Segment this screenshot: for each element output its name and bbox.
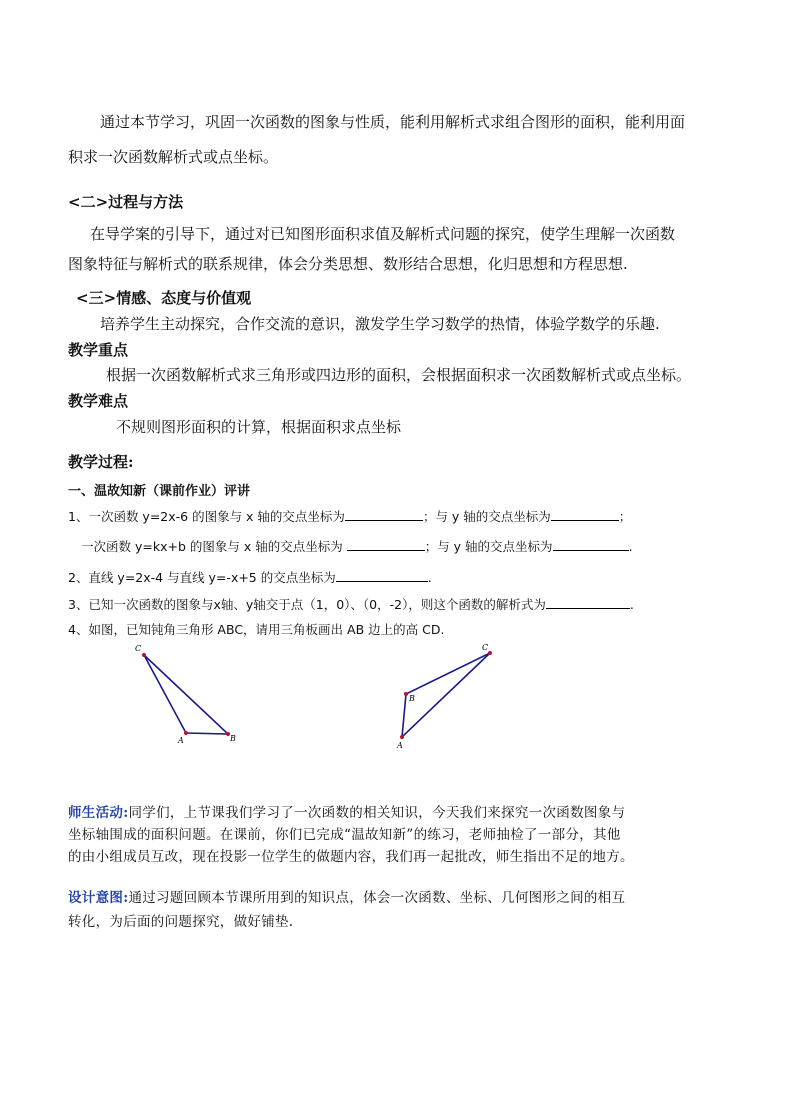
intro-line-2: 积求一次函数解析式或点坐标。 xyxy=(68,148,279,166)
t2-point-b xyxy=(404,692,408,696)
process-method-line-2: 图象特征与解析式的联系规律，体会分类思想、数形结合思想，化归思想和方程思想. xyxy=(68,255,628,273)
t2-label-a: A xyxy=(397,741,403,750)
q1a-end: ； xyxy=(618,509,632,524)
process-method-line-1: 在导学案的引导下，通过对已知图形面积求值及解析式问题的探究，使学生理解一次函数 xyxy=(90,225,676,243)
design-line-1 xyxy=(68,886,625,906)
activity-label: 师生活动: xyxy=(68,805,129,821)
t1-label-a: A xyxy=(178,736,184,745)
t2-label-c: C xyxy=(482,643,489,652)
q1b-end: . xyxy=(628,539,633,554)
section1-heading: 一、温故知新（课前作业）评讲 xyxy=(68,484,251,499)
t2-label-b: B xyxy=(409,694,415,703)
q1a-prefix: 1、一次函数 y=2x-6 的图象与 x 轴的交点坐标为 xyxy=(68,509,345,524)
t2-point-a xyxy=(400,735,404,739)
design-text-1: 通过习题回顾本节课所用到的知识点，体会一次函数、坐标、几何图形之间的相互 xyxy=(128,890,626,906)
triangle-2-shape xyxy=(402,653,490,737)
t2-point-c xyxy=(488,651,492,655)
activity-line-1 xyxy=(68,801,625,821)
question-4: 4、如图，已知钝角三角形 ABC，请用三角板画出 AB 边上的高 CD. xyxy=(68,622,445,637)
activity-text-1: 同学们，上节课我们学习了一次函数的相关知识，今天我们来探究一次函数图象与 xyxy=(128,805,626,821)
t1-label-c: C xyxy=(135,644,142,653)
q1b-prefix: 一次函数 y=kx+b 的图象与 x 轴的交点坐标为 xyxy=(81,539,343,554)
difficulty-heading: 教学难点 xyxy=(68,392,129,410)
triangle-1 xyxy=(135,644,236,745)
difficulty-text: 不规则图形面积的计算，根据面积求点坐标 xyxy=(116,418,402,436)
t1-label-b: B xyxy=(230,734,236,743)
q2-prefix: 2、直线 y=2x-4 与直线 y=-x+5 的交点坐标为 xyxy=(68,570,336,585)
triangle-2 xyxy=(396,643,492,750)
key-point-heading: 教学重点 xyxy=(68,341,129,359)
triangle-1-shape xyxy=(144,655,228,734)
emotion-heading: <三>情感、态度与价值观 xyxy=(76,289,252,307)
q3-prefix: 3、已知一次函数的图象与x轴、y轴交于点（1，0）、（0，-2），则这个函数的解析式为 xyxy=(68,597,546,612)
emotion-line-1: 培养学生主动探究，合作交流的意识，激发学生学习数学的热情，体验学数学的乐趣. xyxy=(100,315,660,333)
process-method-heading: <二>过程与方法 xyxy=(68,193,184,211)
t1-point-a xyxy=(184,731,188,735)
q1a-mid: ；与 y 轴的交点坐标为 xyxy=(422,509,551,524)
q3-end: . xyxy=(629,597,634,612)
design-label: 设计意图: xyxy=(68,890,129,906)
activity-line-3: 的由小组成员互改，现在投影一位学生的做题内容，我们再一起批改，师生指出不足的地方。 xyxy=(68,849,634,865)
intro-line-1: 通过本节学习，巩固一次函数的图象与性质，能利用解析式求组合图形的面积，能利用面 xyxy=(100,113,686,131)
t1-point-c xyxy=(142,653,146,657)
design-line-2: 转化，为后面的问题探究，做好铺垫. xyxy=(68,914,294,930)
process-heading: 教学过程: xyxy=(68,453,134,471)
activity-line-2: 坐标轴围成的面积问题。在课前，你们已完成“温故知新”的练习，老师抽检了一部分，其他 xyxy=(68,827,621,843)
q2-end: . xyxy=(427,570,432,585)
q1b-mid: ；与 y 轴的交点坐标为 xyxy=(424,539,553,554)
key-point-text: 根据一次函数解析式求三角形或四边形的面积，会根据面积求一次函数解析式或点坐标。 xyxy=(106,366,692,384)
